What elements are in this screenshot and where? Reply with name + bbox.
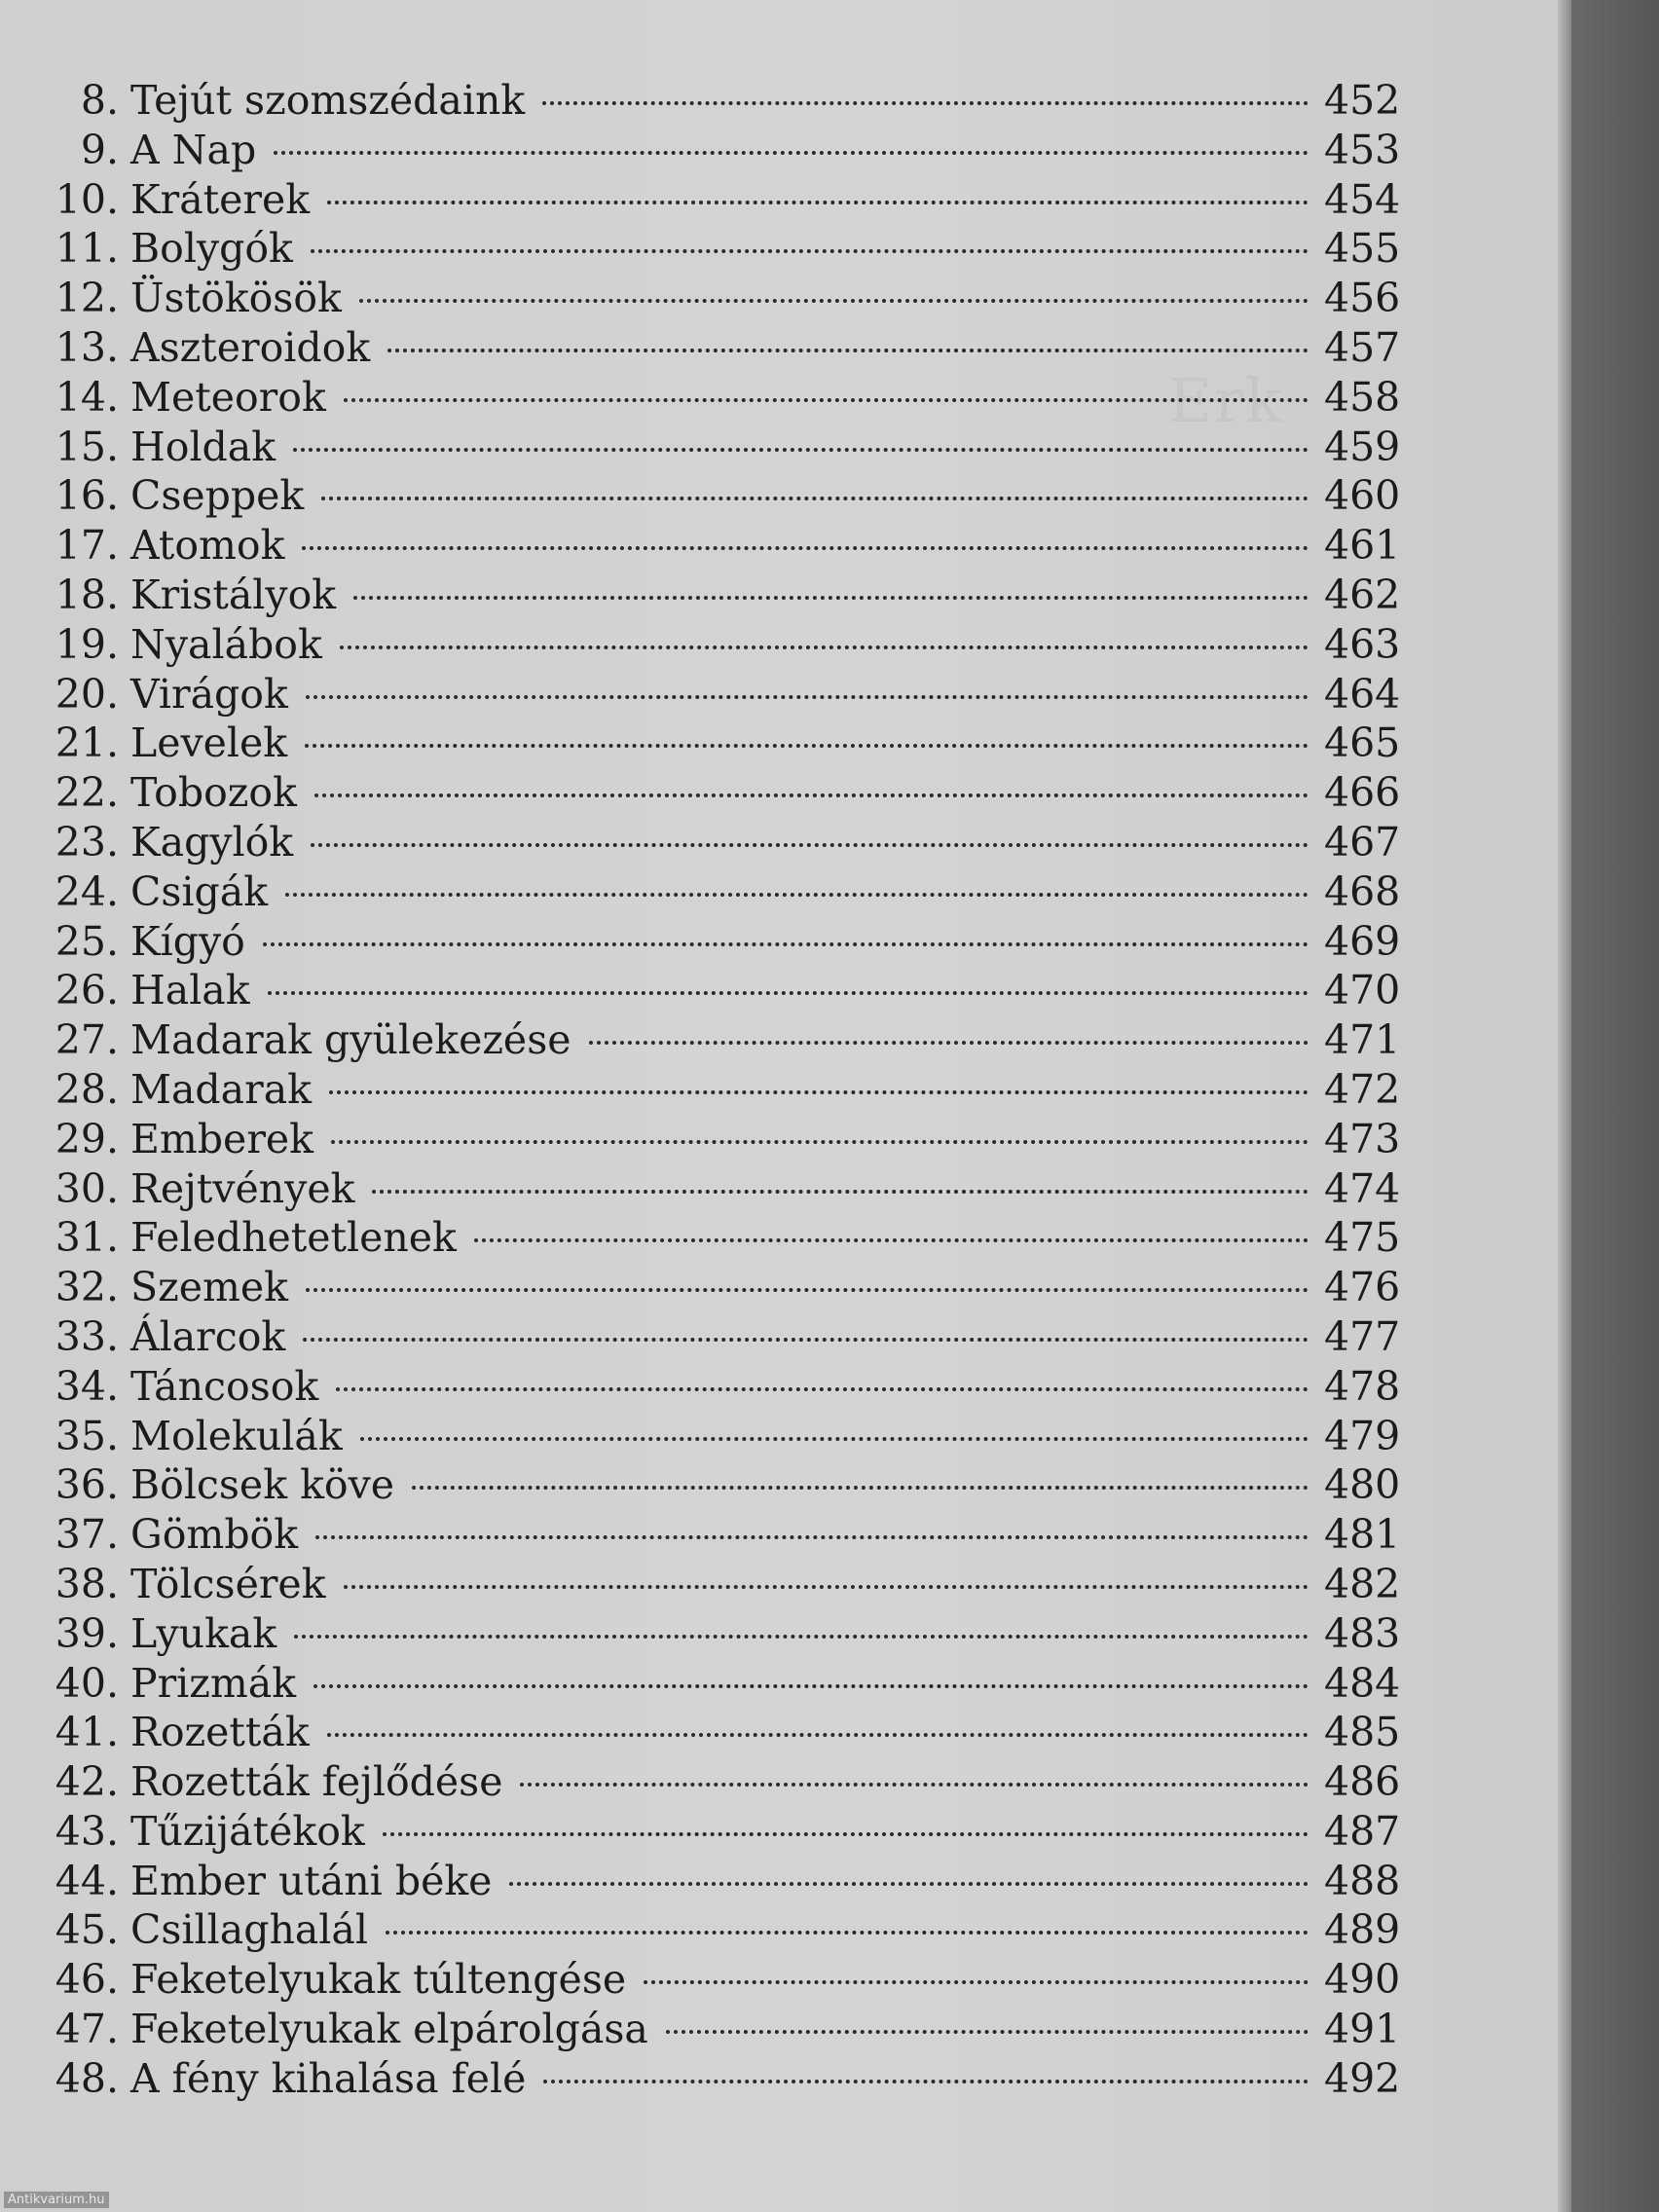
toc-entry bbox=[39, 2005, 1421, 2054]
toc-entry-page-number: 467 bbox=[1324, 818, 1401, 866]
toc-entry bbox=[39, 917, 1421, 967]
toc-entry-page-number: 480 bbox=[1324, 1461, 1401, 1509]
toc-entry-title: Táncosok bbox=[130, 1362, 319, 1410]
toc-entry-title: Nyalábok bbox=[130, 620, 322, 668]
toc-entry-page-number: 485 bbox=[1324, 1709, 1401, 1756]
toc-entry bbox=[39, 966, 1421, 1015]
toc-entry-title: Bölcsek köve bbox=[130, 1461, 395, 1509]
toc-entry-page-number: 452 bbox=[1324, 77, 1401, 124]
toc-entry-number: 46. bbox=[55, 1956, 119, 2004]
toc-entry-page-number: 470 bbox=[1324, 967, 1401, 1014]
dot-leader bbox=[383, 1832, 1309, 1836]
toc-entry-title: Halak bbox=[130, 967, 250, 1014]
toc-entry-number: 16. bbox=[55, 472, 119, 520]
toc-entry-page-number: 466 bbox=[1324, 769, 1401, 817]
toc-entry-number: 21. bbox=[55, 719, 119, 767]
toc-entry bbox=[39, 2054, 1421, 2104]
dot-leader bbox=[293, 448, 1309, 452]
dot-leader bbox=[666, 2030, 1309, 2034]
toc-entry-page-number: 463 bbox=[1324, 620, 1401, 668]
toc-entry-title: Tűzijátékok bbox=[130, 1807, 365, 1855]
toc-entry-page-number: 475 bbox=[1324, 1214, 1401, 1262]
toc-entry-page-number: 489 bbox=[1324, 1906, 1401, 1954]
toc-entry-number: 36. bbox=[55, 1461, 119, 1509]
toc-entry-title: Kígyó bbox=[130, 917, 245, 965]
toc-entry bbox=[39, 768, 1421, 818]
toc-entry-title: Szemek bbox=[130, 1264, 288, 1311]
toc-entry-title: Atomok bbox=[130, 522, 285, 570]
dot-leader bbox=[294, 1635, 1309, 1639]
toc-entry-page-number: 484 bbox=[1324, 1659, 1401, 1707]
toc-entry-number: 41. bbox=[55, 1709, 119, 1756]
toc-entry-page-number: 483 bbox=[1324, 1609, 1401, 1657]
toc-entry-title: Levelek bbox=[130, 719, 288, 767]
dot-leader bbox=[306, 1288, 1309, 1292]
toc-entry-title: Aszteroidok bbox=[130, 323, 371, 371]
toc-entry-title: Cseppek bbox=[130, 472, 305, 520]
toc-entry bbox=[39, 175, 1421, 225]
toc-entry-number: 26. bbox=[55, 967, 119, 1014]
toc-entry-number: 37. bbox=[55, 1511, 119, 1559]
dot-leader bbox=[303, 1338, 1309, 1342]
toc-entry-page-number: 482 bbox=[1324, 1560, 1401, 1607]
toc-entry-title: Rozetták fejlődése bbox=[130, 1758, 503, 1806]
table-of-contents bbox=[39, 76, 1421, 2104]
toc-entry-number: 38. bbox=[55, 1560, 119, 1607]
dot-leader bbox=[412, 1486, 1309, 1490]
toc-entry bbox=[39, 1460, 1421, 1510]
toc-entry-page-number: 472 bbox=[1324, 1065, 1401, 1113]
toc-entry bbox=[39, 1708, 1421, 1757]
dot-leader bbox=[644, 1980, 1309, 1984]
toc-entry bbox=[39, 1905, 1421, 1955]
dot-leader bbox=[589, 1041, 1309, 1045]
toc-entry-number: 20. bbox=[55, 670, 119, 718]
dot-leader bbox=[509, 1882, 1309, 1886]
toc-entry-title: Prizmák bbox=[130, 1659, 297, 1707]
toc-entry bbox=[39, 323, 1421, 373]
toc-entry bbox=[39, 670, 1421, 719]
toc-entry-title: Madarak gyülekezése bbox=[130, 1016, 571, 1064]
toc-entry-number: 24. bbox=[55, 867, 119, 915]
toc-entry-page-number: 488 bbox=[1324, 1857, 1401, 1904]
dot-leader bbox=[313, 1684, 1309, 1688]
toc-entry-number: 39. bbox=[55, 1609, 119, 1657]
toc-entry-title: Ember utáni béke bbox=[130, 1857, 493, 1904]
toc-entry-page-number: 477 bbox=[1324, 1312, 1401, 1360]
toc-entry-title: Feketelyukak elpárolgása bbox=[130, 2006, 648, 2053]
toc-entry bbox=[39, 1510, 1421, 1560]
background-surface bbox=[1571, 0, 1659, 2212]
dot-leader bbox=[263, 942, 1309, 946]
toc-entry-number: 34. bbox=[55, 1362, 119, 1410]
dot-leader bbox=[331, 1140, 1309, 1144]
toc-entry-page-number: 459 bbox=[1324, 423, 1401, 470]
toc-entry-number: 15. bbox=[55, 423, 119, 470]
toc-entry bbox=[39, 1659, 1421, 1709]
toc-entry-number: 14. bbox=[55, 373, 119, 421]
toc-entry-title: Tejút szomszédaink bbox=[130, 77, 526, 124]
toc-entry-title: Üstökösök bbox=[130, 275, 342, 322]
toc-entry-page-number: 490 bbox=[1324, 1956, 1401, 2004]
toc-entry-title: Bolygók bbox=[130, 225, 293, 273]
dot-leader bbox=[340, 645, 1309, 649]
toc-entry bbox=[39, 1412, 1421, 1461]
dot-leader bbox=[321, 497, 1309, 500]
toc-entry-number: 30. bbox=[55, 1164, 119, 1212]
toc-entry bbox=[39, 1213, 1421, 1263]
toc-entry-title: A fény kihalása felé bbox=[130, 2054, 527, 2102]
toc-entry-page-number: 453 bbox=[1324, 126, 1401, 173]
dot-leader bbox=[372, 1190, 1309, 1194]
toc-entry-title: Kristályok bbox=[130, 571, 337, 618]
toc-entry-page-number: 464 bbox=[1324, 670, 1401, 718]
toc-entry-title: Lyukak bbox=[130, 1609, 277, 1657]
toc-entry-number: 8. bbox=[80, 77, 119, 124]
toc-entry-number: 31. bbox=[55, 1214, 119, 1262]
toc-entry-number: 32. bbox=[55, 1264, 119, 1311]
toc-entry-number: 29. bbox=[55, 1115, 119, 1162]
dot-leader bbox=[315, 1535, 1309, 1539]
toc-entry-page-number: 469 bbox=[1324, 917, 1401, 965]
toc-entry-title: Kráterek bbox=[130, 175, 311, 223]
toc-entry bbox=[39, 373, 1421, 423]
dot-leader bbox=[302, 546, 1309, 550]
toc-entry-number: 44. bbox=[55, 1857, 119, 1904]
toc-entry-page-number: 462 bbox=[1324, 571, 1401, 618]
toc-entry-number: 22. bbox=[55, 769, 119, 817]
toc-entry-number: 28. bbox=[55, 1065, 119, 1113]
toc-entry-title: Holdak bbox=[130, 423, 276, 470]
dot-leader bbox=[268, 991, 1309, 995]
toc-entry-page-number: 455 bbox=[1324, 225, 1401, 273]
toc-entry bbox=[39, 1263, 1421, 1312]
dot-leader bbox=[359, 299, 1309, 303]
toc-entry-title: Feketelyukak túltengése bbox=[130, 1956, 627, 2004]
toc-entry bbox=[39, 1164, 1421, 1214]
toc-entry bbox=[39, 1312, 1421, 1362]
toc-entry-number: 23. bbox=[55, 818, 119, 866]
toc-entry-page-number: 465 bbox=[1324, 719, 1401, 767]
toc-entry-number: 42. bbox=[55, 1758, 119, 1806]
toc-entry bbox=[39, 1757, 1421, 1807]
toc-entry-page-number: 479 bbox=[1324, 1412, 1401, 1459]
dot-leader bbox=[474, 1238, 1309, 1242]
toc-entry bbox=[39, 1560, 1421, 1609]
dot-leader bbox=[344, 398, 1309, 402]
toc-entry-title: Rozetták bbox=[130, 1709, 310, 1756]
toc-entry-title: Virágok bbox=[130, 670, 288, 718]
toc-entry bbox=[39, 1362, 1421, 1412]
dot-leader bbox=[336, 1387, 1309, 1391]
toc-entry-title: Álarcok bbox=[130, 1312, 286, 1360]
toc-entry bbox=[39, 867, 1421, 917]
dot-leader bbox=[311, 843, 1309, 847]
dot-leader bbox=[386, 1931, 1309, 1935]
toc-entry-title: Csigák bbox=[130, 867, 269, 915]
dot-leader bbox=[305, 744, 1309, 748]
toc-entry-page-number: 491 bbox=[1324, 2006, 1401, 2053]
dot-leader bbox=[306, 695, 1309, 699]
toc-entry-page-number: 478 bbox=[1324, 1362, 1401, 1410]
toc-entry-title: Meteorok bbox=[130, 373, 326, 421]
toc-entry-number: 48. bbox=[55, 2054, 119, 2102]
toc-entry-title: Rejtvények bbox=[130, 1164, 355, 1212]
toc-entry-number: 43. bbox=[55, 1807, 119, 1855]
toc-entry bbox=[39, 620, 1421, 670]
toc-entry-page-number: 457 bbox=[1324, 323, 1401, 371]
dot-leader bbox=[329, 1090, 1309, 1094]
toc-entry-title: Kagylók bbox=[130, 818, 294, 866]
toc-entry-number: 10. bbox=[55, 175, 119, 223]
toc-entry-page-number: 476 bbox=[1324, 1264, 1401, 1311]
toc-entry bbox=[39, 126, 1421, 175]
toc-entry-title: Emberek bbox=[130, 1115, 314, 1162]
toc-entry-number: 45. bbox=[55, 1906, 119, 1954]
toc-entry-title: Tölcsérek bbox=[130, 1560, 326, 1607]
toc-entry bbox=[39, 818, 1421, 867]
toc-entry-title: Gömbök bbox=[130, 1511, 299, 1559]
dot-leader bbox=[274, 151, 1309, 155]
toc-entry bbox=[39, 1115, 1421, 1164]
toc-entry-page-number: 487 bbox=[1324, 1807, 1401, 1855]
toc-entry-number: 47. bbox=[55, 2006, 119, 2053]
toc-entry-number: 33. bbox=[55, 1312, 119, 1360]
toc-entry-title: A Nap bbox=[130, 126, 257, 173]
dot-leader bbox=[360, 1437, 1309, 1441]
toc-entry-page-number: 474 bbox=[1324, 1164, 1401, 1212]
toc-entry-title: Tobozok bbox=[130, 769, 297, 817]
dot-leader bbox=[387, 349, 1309, 352]
toc-entry-page-number: 460 bbox=[1324, 472, 1401, 520]
toc-entry-number: 35. bbox=[55, 1412, 119, 1459]
toc-entry-page-number: 473 bbox=[1324, 1115, 1401, 1162]
toc-entry bbox=[39, 1609, 1421, 1659]
toc-entry-number: 12. bbox=[55, 275, 119, 322]
toc-entry-page-number: 461 bbox=[1324, 522, 1401, 570]
dot-leader bbox=[542, 101, 1309, 105]
toc-entry bbox=[39, 719, 1421, 768]
toc-entry-number: 13. bbox=[55, 323, 119, 371]
toc-entry-page-number: 492 bbox=[1324, 2054, 1401, 2102]
toc-entry-number: 9. bbox=[80, 126, 119, 173]
toc-entry bbox=[39, 76, 1421, 126]
toc-entry bbox=[39, 224, 1421, 274]
toc-entry bbox=[39, 1955, 1421, 2005]
toc-entry-title: Molekulák bbox=[130, 1412, 343, 1459]
dot-leader bbox=[520, 1783, 1309, 1787]
toc-entry-number: 18. bbox=[55, 571, 119, 618]
toc-entry-page-number: 454 bbox=[1324, 175, 1401, 223]
toc-entry-page-number: 481 bbox=[1324, 1511, 1401, 1559]
toc-entry bbox=[39, 1807, 1421, 1857]
dot-leader bbox=[353, 596, 1309, 600]
toc-entry-title: Csillaghalál bbox=[130, 1906, 368, 1954]
toc-entry-number: 27. bbox=[55, 1016, 119, 1064]
toc-entry bbox=[39, 521, 1421, 571]
dot-leader bbox=[344, 1585, 1309, 1589]
show-through-text: Erk bbox=[1168, 365, 1284, 436]
toc-entry-title: Feledhetetlenek bbox=[130, 1214, 457, 1262]
toc-entry-number: 11. bbox=[55, 225, 119, 273]
toc-entry bbox=[39, 1015, 1421, 1065]
dot-leader bbox=[327, 201, 1309, 204]
dot-leader bbox=[327, 1733, 1309, 1737]
toc-entry-page-number: 456 bbox=[1324, 275, 1401, 322]
dot-leader bbox=[543, 2080, 1309, 2083]
toc-entry-number: 40. bbox=[55, 1659, 119, 1707]
toc-entry-number: 17. bbox=[55, 522, 119, 570]
toc-entry bbox=[39, 1065, 1421, 1115]
toc-entry bbox=[39, 274, 1421, 323]
toc-entry-page-number: 468 bbox=[1324, 867, 1401, 915]
toc-entry-page-number: 486 bbox=[1324, 1758, 1401, 1806]
toc-entry-page-number: 458 bbox=[1324, 373, 1401, 421]
toc-entry bbox=[39, 471, 1421, 521]
watermark-logo: Antikvarium.hu bbox=[4, 2192, 109, 2208]
dot-leader bbox=[311, 249, 1309, 253]
toc-entry-number: 19. bbox=[55, 620, 119, 668]
toc-entry-title: Madarak bbox=[130, 1065, 313, 1113]
toc-entry bbox=[39, 1857, 1421, 1906]
page-edge bbox=[1558, 0, 1571, 2212]
toc-entry-number: 25. bbox=[55, 917, 119, 965]
toc-entry bbox=[39, 423, 1421, 472]
toc-entry-page-number: 471 bbox=[1324, 1016, 1401, 1064]
dot-leader bbox=[285, 893, 1309, 897]
dot-leader bbox=[314, 793, 1309, 797]
toc-entry bbox=[39, 571, 1421, 620]
